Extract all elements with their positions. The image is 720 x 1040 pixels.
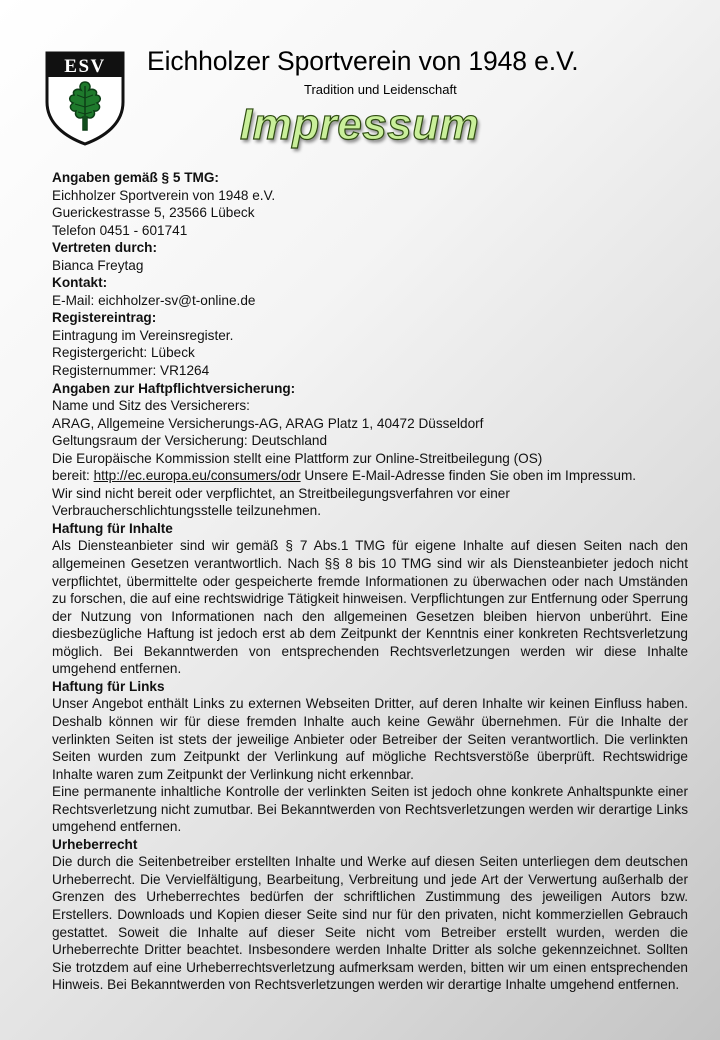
odr-notice: Die Europäische Kommission stellt eine Plattform zur Online-Streitbeilegung (OS) bbox=[52, 450, 543, 466]
impressum-content bbox=[52, 169, 688, 994]
odr-link[interactable]: http://ec.europa.eu/consumers/odr bbox=[93, 468, 301, 484]
odr-prefix: bereit: bbox=[52, 468, 94, 484]
club-logo bbox=[44, 50, 126, 146]
insurance-insurer: ARAG, Allgemeine Versicherungs-AG, ARAG Platz 1, 40472 Düsseldorf bbox=[52, 415, 484, 431]
insurance-line: Name und Sitz des Versicherers: bbox=[52, 398, 250, 414]
copyright-heading: Urheberrecht bbox=[52, 836, 138, 852]
contact-heading: Kontakt: bbox=[52, 275, 108, 291]
tmg-address: Guerickestrasse 5, 23566 Lübeck bbox=[52, 205, 255, 221]
odr-suffix: Unsere E-Mail-Adresse finden Sie oben im Impressum. bbox=[300, 468, 637, 484]
register-line: Eintragung im Vereinsregister. bbox=[52, 327, 234, 343]
represented-name: Bianca Freytag bbox=[52, 257, 144, 273]
page-title: Impressum bbox=[240, 100, 480, 149]
register-heading: Registereintrag: bbox=[52, 310, 157, 326]
tmg-name: Eichholzer Sportverein von 1948 e.V. bbox=[52, 187, 276, 203]
liability-links-text: Unser Angebot enthält Links zu externen Webseiten Dritter, auf deren Inhalte wir keinen Einfluss haben. Deshalb können wir für diese fremden Inhalte auch keine Gewähr übernehmen. Für die Inhalte der verlinkten Seiten ist stets der jeweilige Anbieter oder Betreiber der Seiten verantwortlich. Die verlinkten Seiten wurden zum Zeitpunkt der Verlinkung auf mögliche Rechtsverstöße überprüft. Rechtswidrige Inhalte waren zum Zeitpunkt der Verlinkung nicht erkennbar. bbox=[52, 696, 688, 782]
tmg-heading: Angaben gemäß § 5 TMG: bbox=[52, 170, 219, 185]
logo-text: ESV bbox=[64, 56, 106, 77]
copyright-text: Die durch die Seitenbetreiber erstellten Inhalte und Werke auf diesen Seiten unterliegen dem deutschen Urheberrecht. Die Vervielfältigung, Bearbeitung, Verbreitung und jede Art der Verwertung außerhalb der Grenzen des Urheberrechtes bedürfen der schriftlichen Zustimmung des jeweiligen Autors bzw. Erstellers. Downloads und Kopien dieser Seite sind nur für den privaten, nicht kommerziellen Gebrauch gestattet. Soweit die Inhalte auf dieser Seite nicht vom Betreiber erstellt wurden, werden die Urheberrechte Dritter beachtet. Insbesondere werden Inhalte Dritter als solche gekennzeichnet. Sollten Sie trotzdem auf eine Urheberrechtsverletzung aufmerksam werden, bitten wir um einen entsprechenden Hinweis. Bei Bekanntwerden von Rechtsverletzungen werden wir derartige Inhalte umgehend entfernen. bbox=[52, 854, 688, 993]
insurance-heading: Angaben zur Haftpflichtversicherung: bbox=[52, 380, 296, 396]
register-number: Registernummer: VR1264 bbox=[52, 363, 210, 379]
represented-heading: Vertreten durch: bbox=[52, 240, 157, 256]
liability-content-heading: Haftung für Inhalte bbox=[52, 520, 173, 536]
tmg-phone: Telefon 0451 - 601741 bbox=[52, 222, 188, 238]
register-court: Registergericht: Lübeck bbox=[52, 345, 195, 361]
liability-links-text-2: Eine permanente inhaltliche Kontrolle der verlinkten Seiten ist jedoch ohne konkrete Anhaltspunkte einer Rechtsverletzung nicht zumutbar. Bei Bekanntwerden von Rechtsverletzungen werden wir derartige Links umgehend entfernen. bbox=[52, 784, 688, 835]
odr-line bbox=[52, 467, 688, 485]
dispute-notice-end: Verbraucherschlichtungsstelle teilzunehmen. bbox=[52, 503, 322, 519]
liability-links-heading: Haftung für Links bbox=[52, 678, 165, 694]
liability-content-text: Als Diensteanbieter sind wir gemäß § 7 Abs.1 TMG für eigene Inhalte auf diesen Seiten nach den allgemeinen Gesetzen verantwortlich. Nach §§ 8 bis 10 TMG sind wir als Diensteanbieter jedoch nicht verpflichtet, übermittelte oder gespeicherte fremde Informationen zu überwachen oder nach Umständen zu forschen, die auf eine rechtswidrige Tätigkeit hinweisen. Verpflichtungen zur Entfernung oder Sperrung der Nutzung von Informationen nach den allgemeinen Gesetzen bleiben hiervon unberührt. Eine diesbezügliche Haftung ist jedoch erst ab dem Zeitpunkt der Kenntnis einer konkreten Rechtsverletzung möglich. Bei Bekanntwerden von entsprechenden Rechtsverletzungen werden wir diese Inhalte umgehend entfernen. bbox=[52, 538, 689, 677]
insurance-scope: Geltungsraum der Versicherung: Deutschland bbox=[52, 433, 328, 449]
club-name: Eichholzer Sportverein von 1948 e.V. bbox=[147, 46, 579, 76]
contact-email: E-Mail: eichholzer-sv@t-online.de bbox=[52, 292, 256, 308]
tagline: Tradition und Leidenschaft bbox=[304, 82, 457, 97]
dispute-notice: Wir sind nicht bereit oder verpflichtet, an Streitbeilegungsverfahren vor einer bbox=[52, 485, 510, 501]
